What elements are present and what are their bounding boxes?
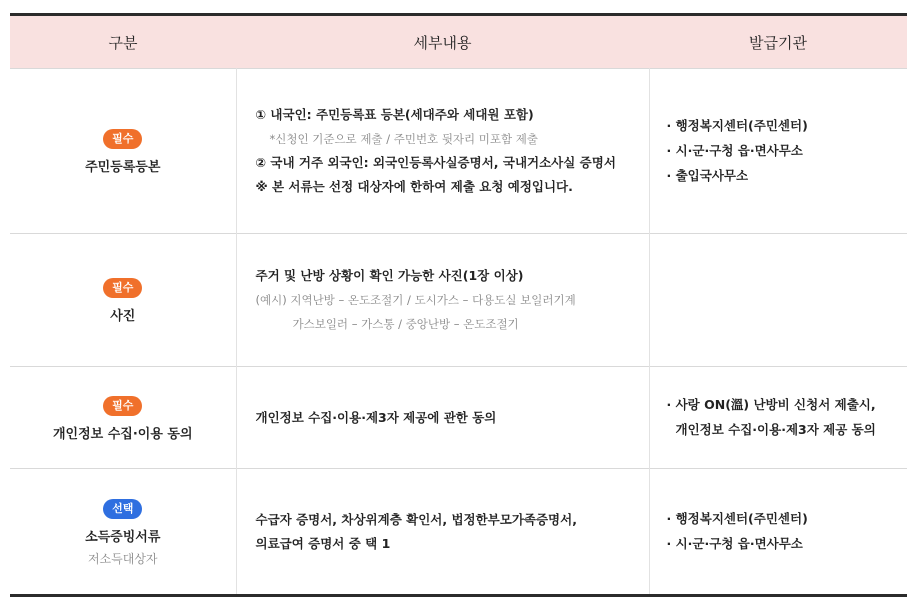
required-badge: 필수 [103,396,142,416]
details-cell [236,469,649,596]
table-row [10,69,907,234]
detail-line: ※ 본 서류는 선정 대상자에 한하여 제출 요청 예정입니다. [255,179,573,194]
detail-line: 수급자 증명서, 차상위계층 확인서, 법정한부모가족증명서, [255,511,577,527]
category-cell [10,367,236,469]
details-cell [236,367,649,469]
issuer-line: 개인정보 수집·이용·제3자 제공 동의 [675,422,876,437]
category-name: 사진 [110,309,136,324]
required-badge: 필수 [103,129,142,149]
category-cell [10,469,236,596]
table-row [10,469,907,596]
detail-note: *신청인 기준으로 제출 / 주민번호 뒷자리 미포함 제출 [269,132,538,146]
category-subtext: 저소득대상자 [87,551,158,566]
detail-line: 의료급여 증명서 중 택 1 [255,535,391,551]
category-cell [10,234,236,367]
issuer-line: · 사랑 ON(溫) 난방비 신청서 제출시, [666,397,876,412]
category-name: 개인정보 수집·이용 동의 [52,426,193,442]
table-row [10,234,907,367]
issuer-cell [649,69,907,234]
issuer-line: · 시·군·구청 읍·면사무소 [666,536,803,551]
category-name: 소득증빙서류 [85,529,161,545]
category-name: 주민등록등본 [85,160,161,175]
table-header-row [10,15,907,69]
issuer-cell [649,367,907,469]
header-details: 세부내용 [413,33,472,52]
issuer-line: · 행정복지센터(주민센터) [666,118,808,133]
detail-note: 가스보일러 – 가스통 / 중앙난방 – 온도조절기 [292,317,519,331]
detail-note: (예시) 지역난방 – 온도조절기 / 도시가스 – 다용도실 보일러기계 [255,293,576,307]
table-row [10,367,907,469]
header-issuer: 발급기관 [749,33,807,52]
issuer-cell [649,469,907,596]
details-cell [236,69,649,234]
issuer-line: · 행정복지센터(주민센터) [666,511,808,526]
document-table [10,13,907,597]
category-cell [10,69,236,234]
detail-line: ① 내국인: 주민등록표 등본(세대주와 세대원 포함) [255,107,534,122]
detail-line: 개인정보 수집·이용·제3자 제공에 관한 동의 [255,409,497,425]
detail-line: 주거 및 난방 상황이 확인 가능한 사진(1장 이상) [255,268,524,283]
issuer-cell [649,234,907,367]
header-category: 구분 [108,33,138,52]
required-badge: 필수 [103,278,142,298]
optional-badge: 선택 [103,499,142,519]
detail-line: ② 국내 거주 외국인: 외국인등록사실증명서, 국내거소사실 증명서 [255,155,616,170]
issuer-line: · 출입국사무소 [666,168,749,183]
issuer-line: · 시·군·구청 읍·면사무소 [666,143,803,158]
details-cell [236,234,649,367]
